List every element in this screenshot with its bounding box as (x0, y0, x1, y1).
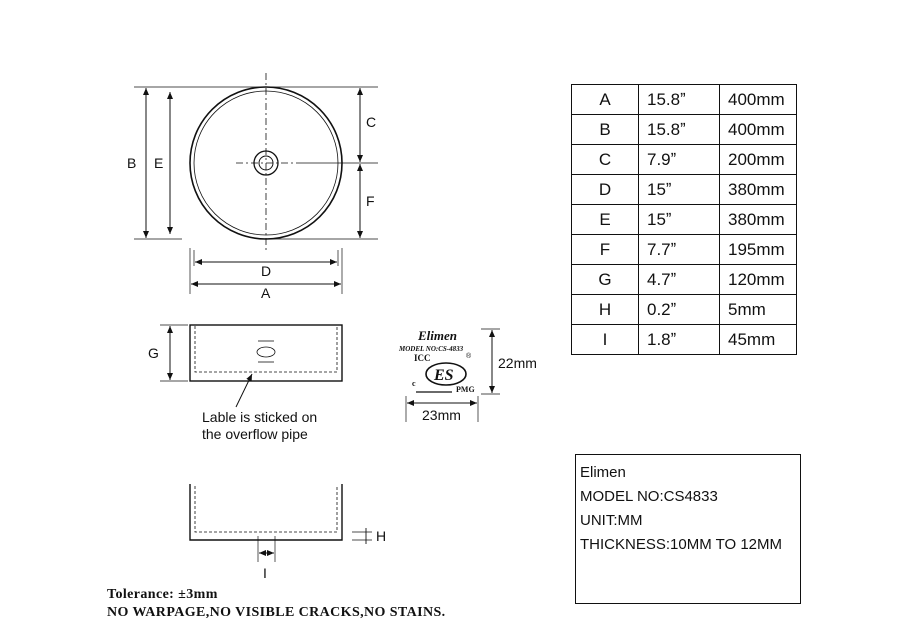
spec-row (572, 115, 797, 145)
spec-letter: B (572, 115, 639, 145)
spec-letter: I (572, 325, 639, 355)
spec-inches: 7.7ˮ (639, 235, 720, 265)
spec-mm: 380mm (720, 175, 797, 205)
spec-mm: 120mm (720, 265, 797, 295)
label-pmg: PMG (456, 385, 475, 394)
dim-label-23mm: 23mm (422, 407, 461, 423)
spec-row (572, 295, 797, 325)
label-detail (398, 328, 475, 394)
spec-inches: 1.8ˮ (639, 325, 720, 355)
spec-letter: F (572, 235, 639, 265)
dim-label-22mm: 22mm (498, 355, 537, 371)
spec-row (572, 325, 797, 355)
dim-label-d: D (261, 263, 272, 279)
info-brand: Elimen (580, 464, 626, 481)
spec-row (572, 85, 797, 115)
label-c-mark: c (412, 379, 416, 388)
dim-label-f: F (366, 193, 375, 209)
info-model: MODEL NO:CS4833 (580, 488, 718, 505)
dim-label-h: H (376, 528, 387, 544)
quality-note: NO WARPAGE,NO VISIBLE CRACKS,NO STAINS. (107, 605, 446, 620)
info-thickness: THICKNESS:10MM TO 12MM (580, 536, 782, 553)
spec-mm: 400mm (720, 85, 797, 115)
spec-row (572, 265, 797, 295)
label-es: ES (434, 367, 454, 384)
spec-mm: 45mm (720, 325, 797, 355)
spec-letter: H (572, 295, 639, 325)
dim-label-i: I (263, 565, 267, 581)
dim-label-c: C (366, 114, 377, 130)
side-view (160, 325, 342, 407)
spec-letter: D (572, 175, 639, 205)
spec-inches: 15.8ˮ (639, 85, 720, 115)
callout-leader (236, 374, 252, 407)
callout-line-1: Lable is sticked on (202, 409, 318, 425)
spec-mm: 200mm (720, 145, 797, 175)
info-unit: UNIT:MM (580, 512, 643, 529)
spec-mm: 380mm (720, 205, 797, 235)
spec-row (572, 175, 797, 205)
basin-side-outline (190, 325, 342, 381)
label-reg-mark: ® (466, 353, 472, 360)
label-icc: ICC (414, 353, 431, 363)
spec-row (572, 145, 797, 175)
spec-mm: 195mm (720, 235, 797, 265)
dim-label-a: A (261, 285, 271, 301)
spec-inches: 15ˮ (639, 205, 720, 235)
spec-table (571, 84, 797, 355)
spec-letter: C (572, 145, 639, 175)
spec-inches: 7.9ˮ (639, 145, 720, 175)
spec-row (572, 205, 797, 235)
top-view (134, 73, 378, 294)
spec-inches: 0.2ˮ (639, 295, 720, 325)
spec-mm: 5mm (720, 295, 797, 325)
dim-label-e: E (154, 155, 164, 171)
spec-letter: A (572, 85, 639, 115)
basin-inner-wall (195, 326, 337, 372)
section-view (190, 484, 372, 562)
spec-letter: G (572, 265, 639, 295)
spec-letter: E (572, 205, 639, 235)
spec-row (572, 235, 797, 265)
label-brand: Elimen (418, 328, 458, 343)
spec-inches: 15.8ˮ (639, 115, 720, 145)
dim-label-b: B (127, 155, 137, 171)
tolerance-note: Tolerance: ±3mm (107, 587, 218, 602)
label-mark-small (257, 341, 275, 362)
section-inner-wall (195, 486, 337, 532)
label-model: MODEL NO:CS-4833 (399, 345, 464, 353)
callout-line-2: the overflow pipe (202, 426, 308, 442)
spec-inches: 15ˮ (639, 175, 720, 205)
dim-label-g: G (148, 345, 159, 361)
product-info-box (575, 454, 801, 604)
spec-inches: 4.7ˮ (639, 265, 720, 295)
spec-mm: 400mm (720, 115, 797, 145)
